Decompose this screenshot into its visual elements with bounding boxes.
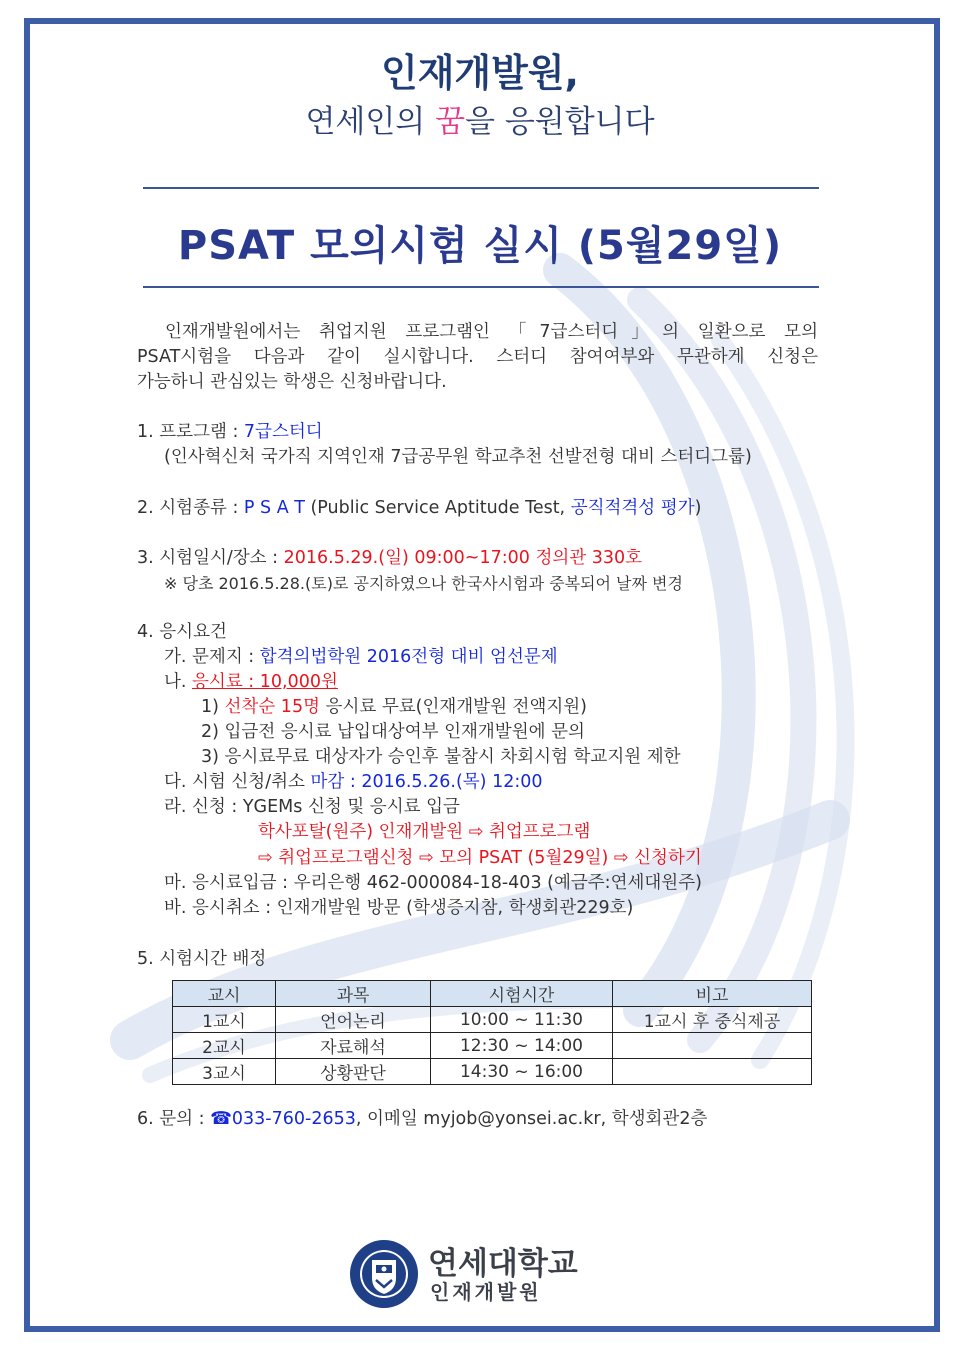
item1 (137, 420, 323, 445)
divider-top (143, 187, 819, 189)
item4-b2: 2) 입금전 응시료 납입대상여부 인재개발원에 문의 (201, 722, 585, 742)
item1-label: 1. 프로그램 : (137, 422, 244, 442)
cell: 3교시 (173, 1059, 276, 1085)
item4-c-value: 마감 : 2016.5.26.(목) 12:00 (310, 772, 543, 792)
item2 (137, 496, 701, 521)
item3-label: 3. 시험일시/장소 : (137, 548, 284, 568)
item4-label: 4. 응시요건 (137, 622, 227, 642)
item4-b1-post: 응시료 무료(인재개발원 전액지원) (319, 697, 587, 717)
cell: 1교시 (173, 1007, 276, 1033)
item6-rest: , 이메일 myjob@yonsei.ac.kr, 학생회관2층 (355, 1109, 708, 1129)
item4-c (164, 770, 543, 795)
item4-e: 마. 응시료입금 : 우리은행 462-000084-18-403 (예금주:연세대원주) (164, 873, 702, 893)
item4-d-path2: ⇨ 취업프로그램신청 ⇨ 모의 PSAT (5월29일) ⇨ 신청하기 (258, 848, 702, 868)
item4-b1 (201, 695, 587, 720)
item2-label: 2. 시험종류 : (137, 498, 244, 518)
item4-b1-pre: 1) (201, 697, 225, 717)
item4-a (164, 645, 558, 670)
cell: 2교시 (173, 1033, 276, 1059)
header-note: 비고 (613, 981, 812, 1007)
cell: 1교시 후 중식제공 (613, 1007, 812, 1033)
item3-note: ※ 당초 2016.5.28.(토)로 공지하였으나 한국사시험과 중복되어 날짜 변경 (164, 574, 683, 593)
item4-b1-red: 선착순 15명 (224, 697, 320, 717)
intro-line-3: 가능하니 관심있는 학생은 신청바랍니다. (137, 372, 447, 392)
header-line1: 인재개발원, (381, 51, 579, 95)
item4-b (164, 670, 338, 695)
header-line2 (0, 96, 960, 141)
item3-value: 2016.5.29.(일) 09:00~17:00 정의관 330호 (283, 548, 643, 568)
header-subject: 과목 (276, 981, 431, 1007)
item4-c-label: 다. 시험 신청/취소 (164, 772, 311, 792)
item2-mid: (Public Service Aptitude Test, (304, 498, 571, 518)
item6-label: 6. 문의 : (137, 1109, 211, 1129)
item6-phone: 033-760-2653 (231, 1109, 356, 1129)
header-time: 시험시간 (431, 981, 613, 1007)
item2-value: P S A T (243, 498, 305, 518)
table-row (173, 1033, 812, 1059)
item1-value: 7급스터디 (243, 422, 323, 442)
header-line2-pre: 연세인의 (305, 104, 436, 140)
cell: 자료해석 (276, 1033, 431, 1059)
item4-b-value: 응시료 : 10,000원 (192, 672, 338, 692)
item2-value2: 공직적격성 평가 (570, 498, 695, 518)
item4-b-label: 나. (164, 672, 193, 692)
header-highlight-dream: 꿈 (435, 104, 466, 140)
table-header-row (173, 981, 812, 1007)
phone-icon: ☎ (210, 1109, 232, 1129)
item4-a-value: 합격의법학원 2016전형 대비 엄선문제 (259, 647, 558, 667)
cell (613, 1059, 812, 1085)
item3 (137, 546, 642, 571)
page-title: PSAT 모의시험 실시 (5월29일) (177, 223, 783, 269)
cell: 언어논리 (276, 1007, 431, 1033)
intro-line-1: 인재개발원에서는 취업지원 프로그램인 「7급스터디」의 일환으로 모의 (165, 322, 818, 342)
item2-end: ) (694, 498, 702, 518)
item4-d: 라. 신청 : YGEMs 신청 및 응시료 입금 (164, 797, 460, 817)
cell: 12:30 ~ 14:00 (431, 1033, 613, 1059)
table-row (173, 1007, 812, 1033)
item6 (137, 1107, 707, 1132)
item1-note: (인사혁신처 국가직 지역인재 7급공무원 학교추천 선발전형 대비 스터디그룹) (164, 447, 752, 467)
yonsei-seal-logo (348, 1238, 420, 1310)
item4-f: 바. 응시취소 : 인재개발원 방문 (학생증지참, 학생회관229호) (164, 898, 634, 918)
table-row (173, 1059, 812, 1085)
logo-department-name: 인재개발원 (430, 1280, 542, 1304)
cell: 14:30 ~ 16:00 (431, 1059, 613, 1085)
divider-bottom (143, 286, 819, 288)
logo-university-name: 연세대학교 (428, 1246, 578, 1282)
cell (613, 1033, 812, 1059)
item4-d-path1: 학사포탈(원주) 인재개발원 ⇨ 취업프로그램 (258, 822, 591, 842)
header-period: 교시 (173, 981, 276, 1007)
cell: 10:00 ~ 11:30 (431, 1007, 613, 1033)
intro-line-2: PSAT시험을 다음과 같이 실시합니다. 스터디 참여여부와 무관하게 신청은 (137, 347, 818, 367)
schedule-table (172, 980, 812, 1085)
item4-b3: 3) 응시료무료 대상자가 승인후 불참시 차회시험 학교지원 제한 (201, 747, 681, 767)
cell: 상황판단 (276, 1059, 431, 1085)
header-line2-post: 을 응원합니다 (465, 104, 655, 140)
item4-a-label: 가. 문제지 : (164, 647, 260, 667)
item5-label: 5. 시험시간 배정 (137, 949, 267, 969)
